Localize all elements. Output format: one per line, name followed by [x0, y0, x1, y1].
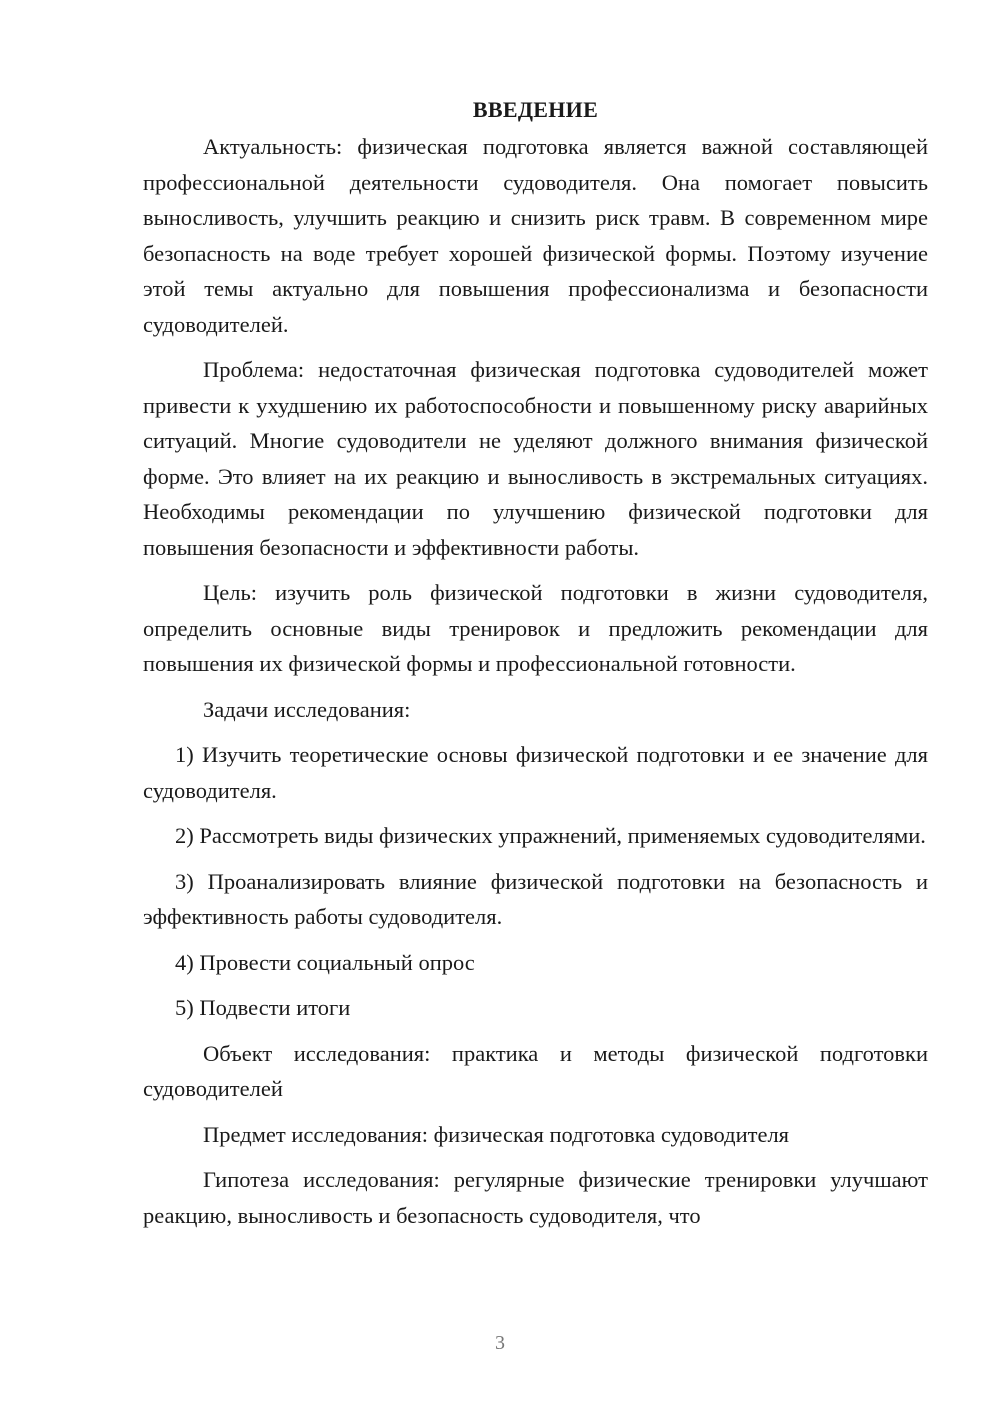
- paragraph-subject: Предмет исследования: физическая подготовка судоводителя: [203, 1121, 790, 1147]
- task-item-5: 5) Подвести итоги: [175, 995, 351, 1020]
- task-item-4: 4) Провести социальный опрос: [175, 949, 475, 975]
- task-item-2: 2) Рассмотреть виды физических упражнений, применяемых судоводителями.: [175, 823, 926, 848]
- paragraph-problem: Проблема: недостаточная физическая подготовка судоводителей может привести к ухудшению их работоспособности и повышенному риску аварийных ситуаций. Многие судоводители не уделяют должного внимания физической форме. Это влияет на их реакцию и выносливость в экстремальных ситуациях. Необходимы рекомендации по улучшению физической подготовки для повышения безопасности и эффективности работы.: [143, 357, 928, 560]
- section-title: ВВЕДЕНИЕ: [472, 97, 599, 122]
- page-number: 3: [495, 1332, 505, 1354]
- paragraph-hypothesis: Гипотеза исследования: регулярные физические тренировки улучшают реакцию, выносливость и безопасность судоводителя, что: [143, 1167, 928, 1228]
- paragraph-goal: Цель: изучить роль физической подготовки в жизни судоводителя, определить основные виды тренировок и предложить рекомендации для повышения их физической формы и профессиональной готовности.: [143, 580, 928, 676]
- paragraph-tasks-heading: Задачи исследования:: [203, 696, 411, 722]
- task-item-3: 3) Проанализировать влияние физической подготовки на безопасность и эффективность работы судоводителя.: [143, 868, 928, 929]
- paragraph-relevance: Актуальность: физическая подготовка является важной составляющей профессиональной деятельности судоводителя. Она помогает повысить выносливость, улучшить реакцию и снизить риск травм. В современном мире безопасность на воде требует хорошей физической формы. Поэтому изучение этой темы актуально для повышения профессионализма и безопасности судоводителей.: [143, 134, 928, 337]
- paragraph-object: Объект исследования: практика и методы физической подготовки судоводителей: [143, 1040, 928, 1101]
- task-item-1: 1) Изучить теоретические основы физической подготовки и ее значение для судоводителя.: [143, 742, 928, 803]
- document-page: [143, 92, 928, 1233]
